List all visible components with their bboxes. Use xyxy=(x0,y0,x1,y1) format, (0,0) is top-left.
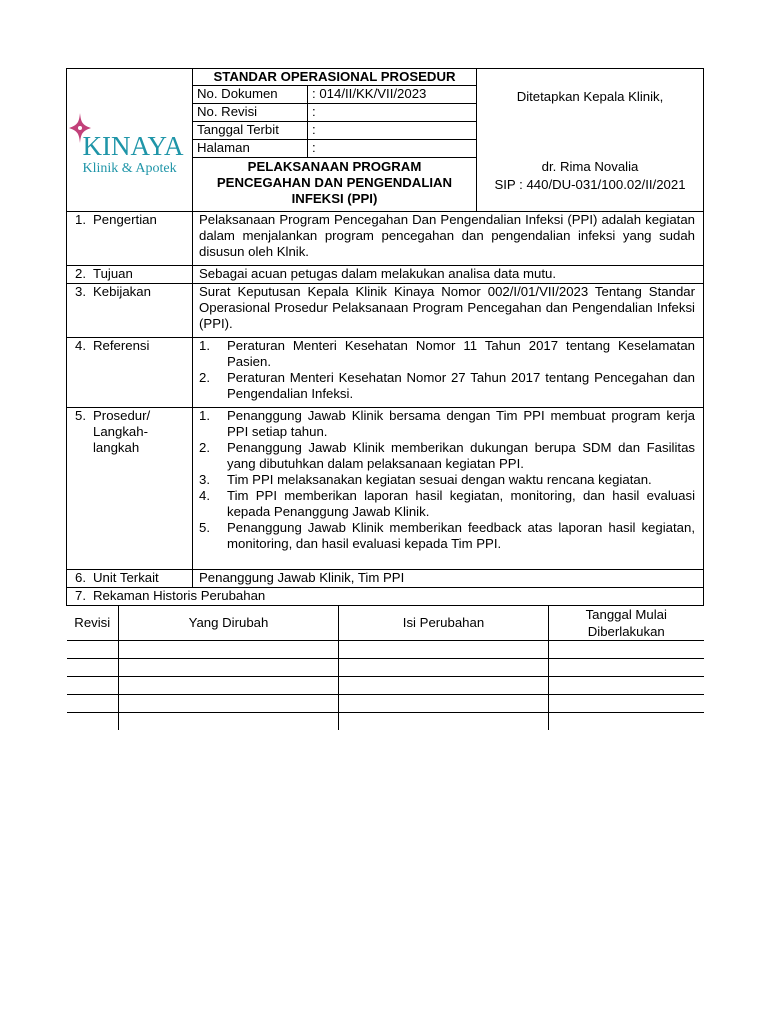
section-label-pengertian xyxy=(67,212,193,266)
section-text-unit: Penanggung Jawab Klinik, Tim PPI xyxy=(193,570,704,588)
field-value: : 014/II/KK/VII/2023 xyxy=(312,86,427,101)
logo-cell xyxy=(67,69,193,212)
approval-cell xyxy=(477,69,704,212)
field-label: No. Revisi xyxy=(193,104,308,121)
list-text: Peraturan Menteri Kesehatan Nomor 11 Tahun 2017 tentang Keselamatan Pasien. xyxy=(227,338,695,369)
list-number: 2. xyxy=(199,370,210,385)
logo-subtitle: Klinik & Apotek xyxy=(82,161,177,176)
section-label-referensi xyxy=(67,338,193,408)
logo-brand: KINAYA xyxy=(82,131,184,161)
section-label: Unit Terkait xyxy=(93,570,159,585)
section-label: Pengertian xyxy=(93,212,157,227)
list-item xyxy=(199,488,695,520)
kinaya-logo xyxy=(69,93,191,183)
history-header-revisi: Revisi xyxy=(67,606,119,641)
list-text: Tim PPI melaksanakan kegiatan sesuai dengan waktu rencana kegiatan. xyxy=(227,472,652,487)
section-label: Tujuan xyxy=(93,266,133,281)
section-number: 7. xyxy=(75,588,86,603)
field-value: : xyxy=(312,104,316,119)
signer-sip: SIP : 440/DU-031/100.02/II/2021 xyxy=(494,177,686,192)
history-header-line: Tanggal Mulai xyxy=(585,607,667,622)
document-title xyxy=(193,158,477,212)
section-number: 5. xyxy=(75,408,86,423)
section-label-tujuan xyxy=(67,266,193,284)
document-title-line: PELAKSANAAN PROGRAM xyxy=(247,159,422,174)
section-text-pengertian: Pelaksanaan Program Pencegahan Dan Pengendalian Infeksi (PPI) adalah kegiatan dalam menjalankan program pencegahan dan pengendalian infeksi yang sudah disusun oleh Klnik. xyxy=(193,212,704,266)
section-list-referensi xyxy=(193,338,704,408)
list-item xyxy=(199,520,695,552)
sop-table xyxy=(66,68,704,730)
field-no-revisi xyxy=(193,104,477,122)
section-label: Rekaman Historis Perubahan xyxy=(93,588,266,603)
list-item xyxy=(199,472,695,488)
list-number: 1. xyxy=(199,408,210,423)
list-item xyxy=(199,370,695,402)
section-text-tujuan: Sebagai acuan petugas dalam melakukan analisa data mutu. xyxy=(193,266,704,284)
section-label: langkah xyxy=(93,440,140,455)
history-row xyxy=(67,695,704,713)
section-label: Langkah- xyxy=(93,424,148,439)
field-value: : xyxy=(312,140,316,155)
section-label: Referensi xyxy=(93,338,150,353)
approval-text: Ditetapkan Kepala Klinik, xyxy=(516,89,664,104)
section-label-rekaman xyxy=(67,588,704,606)
list-number: 2. xyxy=(199,440,210,455)
history-row xyxy=(67,677,704,695)
section-number: 6. xyxy=(75,570,86,585)
sop-title: STANDAR OPERASIONAL PROSEDUR xyxy=(193,69,477,86)
field-value: : xyxy=(312,122,316,137)
list-text: Tim PPI memberikan laporan hasil kegiatan, monitoring, dan hasil evaluasi kepada Penanggung Jawab Klinik. xyxy=(227,488,695,519)
section-label-prosedur xyxy=(67,408,193,570)
section-list-prosedur xyxy=(193,408,704,570)
section-label: Kebijakan xyxy=(93,284,151,299)
field-label: No. Dokumen xyxy=(193,86,308,103)
list-number: 1. xyxy=(199,338,210,353)
list-item xyxy=(199,408,695,440)
field-label: Halaman xyxy=(193,140,308,157)
signer-name: dr. Rima Novalia xyxy=(541,159,639,174)
list-number: 4. xyxy=(199,488,210,503)
history-header-line: Diberlakukan xyxy=(587,624,665,639)
list-text: Peraturan Menteri Kesehatan Nomor 27 Tahun 2017 tentang Pencegahan dan Pengendalian Infeksi. xyxy=(227,370,695,401)
document-title-line: INFEKSI (PPI) xyxy=(291,191,378,206)
list-item xyxy=(199,440,695,472)
list-number: 5. xyxy=(199,520,210,535)
history-row xyxy=(67,659,704,677)
history-row xyxy=(67,713,704,731)
field-tanggal-terbit xyxy=(193,122,477,140)
section-number: 3. xyxy=(75,284,86,299)
section-label: Prosedur/ xyxy=(93,408,151,423)
document-title-line: PENCEGAHAN DAN PENGENDALIAN xyxy=(216,175,453,190)
history-table xyxy=(67,606,704,730)
history-header-dirubah: Yang Dirubah xyxy=(119,606,339,641)
history-row xyxy=(67,641,704,659)
field-halaman xyxy=(193,140,477,158)
history-header-isi: Isi Perubahan xyxy=(339,606,549,641)
history-header-tanggal xyxy=(549,606,704,641)
section-number: 2. xyxy=(75,266,86,281)
list-text: Penanggung Jawab Klinik memberikan dukungan berupa SDM dan Fasilitas yang dibutuhkan dalam pelaksanaan kegiatan PPI. xyxy=(227,440,695,471)
field-label: Tanggal Terbit xyxy=(193,122,308,139)
history-table-wrap xyxy=(67,606,704,731)
section-number: 4. xyxy=(75,338,86,353)
section-text-kebijakan: Surat Keputusan Kepala Klinik Kinaya Nomor 002/I/01/VII/2023 Tentang Standar Operasional Prosedur Pelaksanaan Program Pencegahan dan Pengendalian Infeksi (PPI). xyxy=(193,284,704,338)
section-label-unit xyxy=(67,570,193,588)
list-number: 3. xyxy=(199,472,210,487)
list-text: Penanggung Jawab Klinik memberikan feedback atas laporan hasil kegiatan, monitoring, dan hasil evaluasi kepada Tim PPI. xyxy=(227,520,695,551)
section-number: 1. xyxy=(75,212,86,227)
list-text: Penanggung Jawab Klinik bersama dengan Tim PPI membuat program kerja PPI setiap tahun. xyxy=(227,408,695,439)
field-no-dokumen xyxy=(193,86,477,104)
section-label-kebijakan xyxy=(67,284,193,338)
list-item xyxy=(199,338,695,370)
